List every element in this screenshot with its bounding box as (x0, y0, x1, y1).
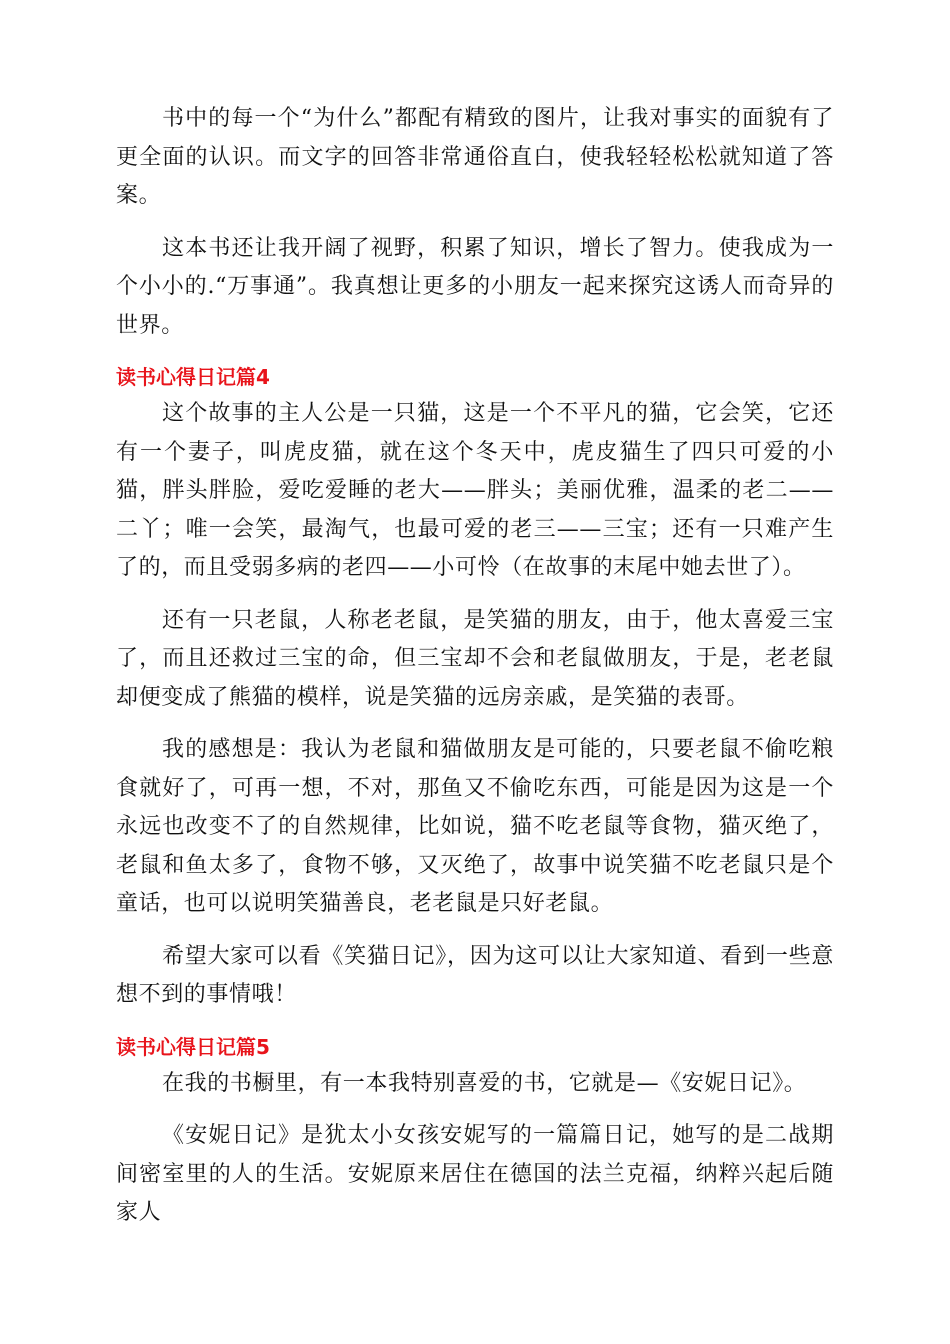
paragraph-anne-diary: 《安妮日记》是犹太小女孩安妮写的一篇篇日记，她写的是二战期间密室里的人的生活。安妮原来居住在德国的法兰克福，纳粹兴起后随家人 (116, 1123, 834, 1225)
paragraph-broadened-vision: 这本书还让我开阔了视野，积累了知识，增长了智力。使我成为一个小小的.“万事通”。我真想让更多的小朋友一起来探究这诱人而奇异的世界。 (116, 235, 834, 338)
paragraph-my-thoughts: 我的感想是：我认为老鼠和猫做朋友是可能的，只要老鼠不偷吃粮食就好了，可再一想，不对，那鱼又不偷吃东西，可能是因为这是一个永远也改变不了的自然规律，比如说，猫不吃老鼠等食物，猫灭绝了，老鼠和鱼太多了，食物不够，又灭绝了，故事中说笑猫不吃老鼠只是个童话，也可以说明笑猫善良，老老鼠是只好老鼠。 (116, 737, 834, 916)
paragraph-laughing-cat-intro: 这个故事的主人公是一只猫，这是一个不平凡的猫，它会笑，它还有一个妻子，叫虎皮猫，就在这个冬天中，虎皮猫生了四只可爱的小猫，胖头胖脸，爱吃爱睡的老大——胖头；美丽优雅，温柔的老二——二丫；唯一会笑，最淘气，也最可爱的老三——三宝；还有一只难产生了的，而且受弱多病的老四——小可怜（在故事的末尾中她去世了）。 (116, 401, 834, 580)
section-heading-5: 读书心得日记篇5 (116, 1034, 270, 1059)
section-heading-4: 读书心得日记篇4 (116, 365, 270, 389)
paragraph-old-mouse: 还有一只老鼠，人称老老鼠，是笑猫的朋友，由于，他太喜爱三宝了，而且还救过三宝的命，但三宝却不会和老鼠做朋友，于是，老老鼠却便变成了熊猫的模样，说是笑猫的远房亲戚，是笑猫的表哥。 (116, 607, 834, 710)
paragraph-book-pictures: 书中的每一个“为什么”都配有精致的图片，让我对事实的面貌有了更全面的认识。而文字的回答非常通俗直白，使我轻轻松松就知道了答案。 (116, 106, 834, 208)
paragraph-bookshelf: 在我的书橱里，有一本我特别喜爱的书，它就是—《安妮日记》。 (162, 1070, 807, 1096)
document-page (116, 100, 834, 1233)
paragraph-recommendation: 希望大家可以看《笑猫日记》，因为这可以让大家知道、看到一些意想不到的事情哦！ (116, 943, 834, 1007)
